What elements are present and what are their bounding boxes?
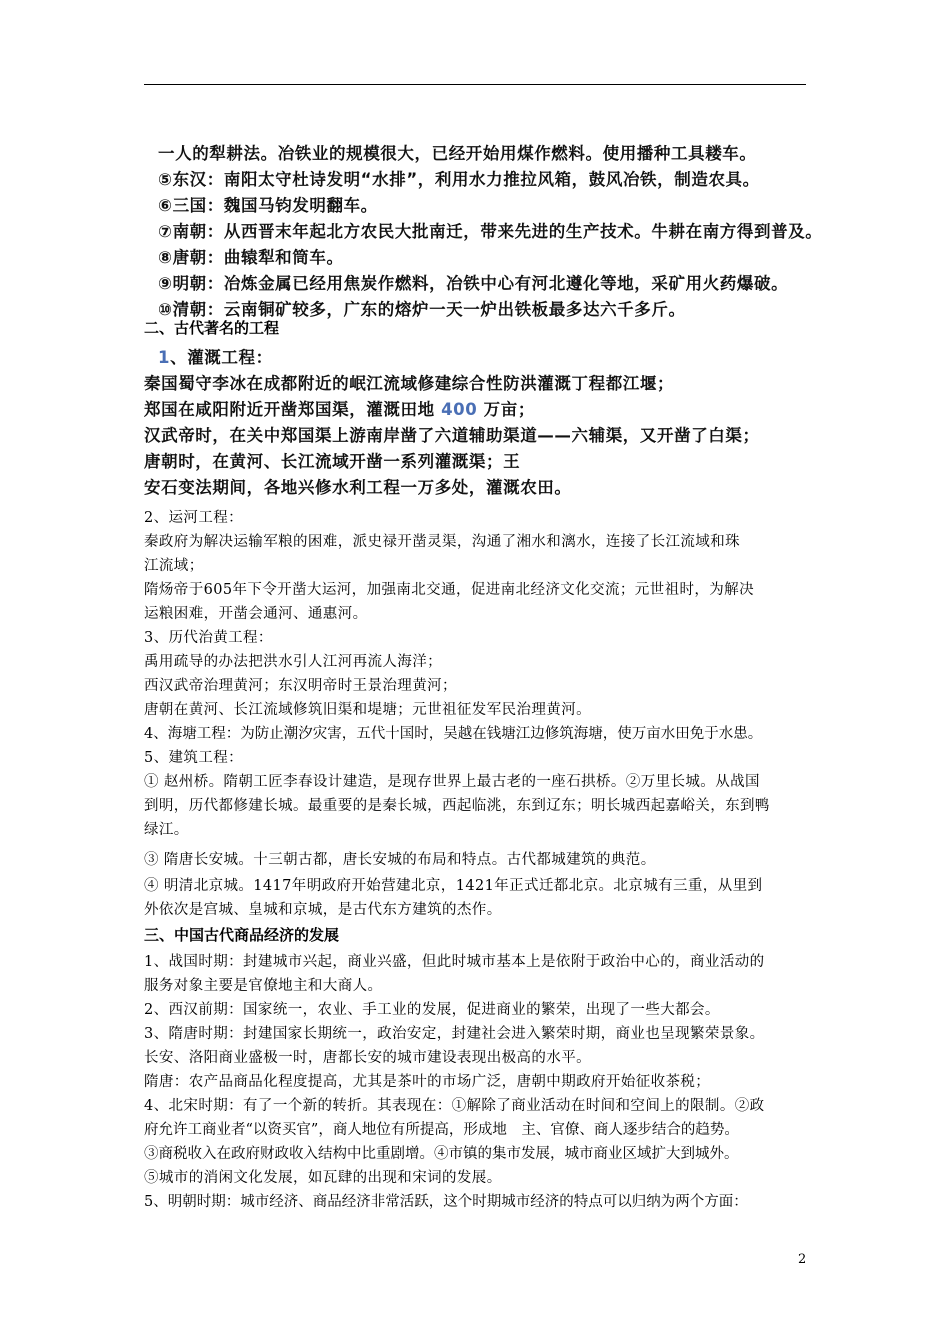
line-text: 郑国在咸阳附近开凿郑国渠，灌溉田地 [144,400,435,419]
text-line: ⑦南朝：从西晋末年起北方农民大批南迁，带来先进的生产技术。牛耕在南方得到普及。 [158,222,823,241]
text-line: 隋炀帝于605年下令开凿大运河，加强南北交通，促进南北经济文化交流；元世祖时，为解决 [144,582,754,598]
text-line: ⑤城市的消闲文化发展，如瓦肆的出现和宋词的发展。 [144,1170,502,1186]
text-line: ③ 隋唐长安城。十三朝古都，唐长安城的布局和特点。古代都城建筑的典范。 [144,852,656,868]
text-line: ⑥三国：魏国马钧发明翻车。 [158,196,378,215]
text-line: ⑧唐朝：曲辕犁和筒车。 [158,248,344,267]
text-line: 隋唐：农产品商品化程度提高，尤其是茶叶的市场广泛，唐朝中期政府开始征收茶税； [144,1074,711,1090]
text-line: 运粮困难，开凿会通河、通惠河。 [144,606,368,622]
irrigation-title [158,344,273,368]
header-rule [144,84,806,85]
text-line: 长安、洛阳商业盛极一时，唐都长安的城市建设表现出极高的水平。 [144,1050,591,1066]
text-line: 2、西汉前期：国家统一，农业、手工业的发展，促进商业的繁荣，出现了一些大都会。 [144,1002,720,1018]
text-line: ① 赵州桥。隋朝工匠李春设计建造，是现存世界上最古老的一座石拱桥。②万里长城。从战国 [144,774,760,790]
text-line [144,396,535,420]
text-line: 5、建筑工程： [144,750,244,766]
text-line: 一人的犁耕法。冶铁业的规模很大，已经开始用煤作燃料。使用播种工具耧车。 [158,144,757,163]
text-line: 2、运河工程： [144,510,244,526]
text-line: 3、历代治黄工程： [144,630,273,646]
text-line: 外依次是宫城、皇城和京城，是古代东方建筑的杰作。 [144,902,502,918]
text-line: 西汉武帝治理黄河；东汉明帝时王景治理黄河； [144,678,457,694]
irrigation-num: 1 [158,348,171,367]
section-heading-2: 二、古代著名的工程 [144,319,280,337]
irrigation-title-text: 、灌溉工程： [170,348,273,367]
text-line: 秦政府为解决运输军粮的困难，派史禄开凿灵渠，沟通了湘水和漓水，连接了长江流域和珠 [144,534,740,550]
text-line: ③商税收入在政府财政收入结构中比重剧增。④市镇的集市发展，城市商业区域扩大到城外。 [144,1146,739,1162]
page-number: 2 [798,1252,807,1267]
acres-unit: 万亩； [477,400,535,419]
text-line: 服务对象主要是官僚地主和大商人。 [144,978,383,994]
text-line: 绿江。 [144,822,189,838]
section-heading-3: 三、中国古代商品经济的发展 [144,926,340,944]
acres-number: 400 [441,400,478,419]
text-line: 江流域； [144,558,204,574]
text-line: 5、明朝时期：城市经济、商品经济非常活跃，这个时期城市经济的特点可以归纳为两个方面： [144,1194,748,1210]
text-line: 3、隋唐时期：封建国家长期统一，政治安定，封建社会进入繁荣时期，商业也呈现繁荣景象。 [144,1026,765,1042]
text-line: ⑤东汉：南阳太守杜诗发明“水排”，利用水力推拉风箱，鼓风冶铁，制造农具。 [158,170,760,189]
text-line: 府允许工商业者“以资买官”，商人地位有所提高，形成地 主、官僚、商人逐步结合的趋势。 [144,1122,739,1138]
text-line: ④ 明清北京城。1417年明政府开始营建北京，1421年正式迁都北京。北京城有三重，从里到 [144,878,763,894]
text-line: 禹用疏导的办法把洪水引人江河再流人海洋； [144,654,442,670]
text-line: 秦国蜀守李冰在成都附近的岷江流域修建综合性防洪灌溉丁程都江堰； [144,374,675,393]
text-line: 4、北宋时期：有了一个新的转折。其表现在：①解除了商业活动在时间和空间上的限制。②政 [144,1098,765,1114]
text-line: 唐朝时，在黄河、长江流域开凿一系列灌溉渠；王 [144,452,521,471]
text-line: ⑨明朝：冶炼金属已经用焦炭作燃料，冶铁中心有河北遵化等地，采矿用火药爆破。 [158,274,789,293]
text-line: 唐朝在黄河、长江流域修筑旧渠和堤塘；元世祖征发军民治理黄河。 [144,702,591,718]
text-line: 1、战国时期：封建城市兴起，商业兴盛，但此时城市基本上是依附于政治中心的，商业活动的 [144,954,765,970]
text-line: 4、海塘工程：为防止潮汐灾害，五代十国时，吴越在钱塘江边修筑海塘，使万亩水田免于水患。 [144,726,763,742]
text-line: 到明，历代都修建长城。最重要的是秦长城，西起临洮，东到辽东；明长城西起嘉峪关，东到鸭 [144,798,770,814]
text-line: ⑩清朝：云南铜矿较多，广东的熔炉一天一炉出铁板最多达六千多斤。 [158,300,686,319]
text-line: 安石变法期间，各地兴修水利工程一万多处，灌溉农田。 [144,478,572,497]
text-line: 汉武帝时，在关中郑国渠上游南岸凿了六道辅助渠道——六辅渠，又开凿了白渠； [144,426,760,445]
